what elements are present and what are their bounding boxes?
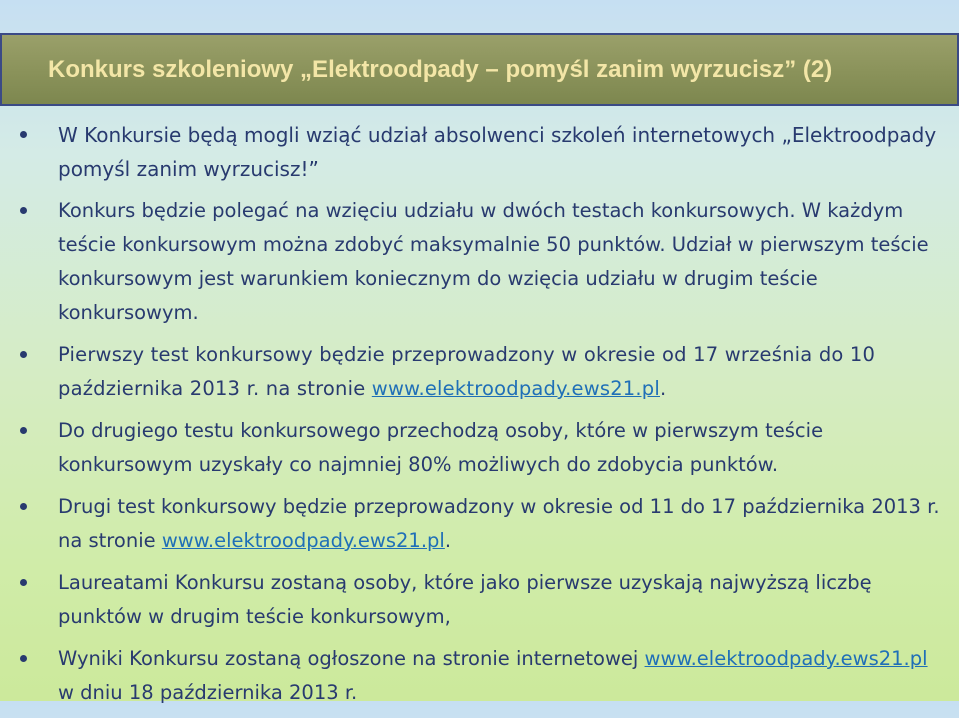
bullet-text: Pierwszy test konkursowy będzie przeprowadzony w okresie od 17 września do 10 października 2013 r. na stronie [58,343,876,400]
bullet-dot-icon [20,427,27,434]
bullet-dot-icon [20,131,27,138]
bullet-item [0,566,959,634]
bullet-text: Konkurs będzie polegać na wzięciu udziału w dwóch testach konkursowych. W każdym teście konkursowym można zdobyć maksymalnie 50 punktów. Udział w pierwszym teście konkursowym jest warunkiem koniecznym do wzięcia udziału w drugim teście konkursowym. [58,199,929,324]
bullet-item [0,642,959,710]
bullet-text: Wyniki Konkursu zostaną ogłoszone na stronie internetowej [58,647,645,670]
slide-title: Konkurs szkoleniowy „Elektroodpady – pomyśl zanim wyrzucisz” (2) [48,55,833,83]
bullet-item [0,338,959,406]
bullet-text: Drugi test konkursowy będzie przeprowadzony w okresie od 11 do 17 października 2013 r. na stronie [58,495,940,552]
website-link[interactable]: www.elektroodpady.ews21.pl [644,647,928,670]
bullet-text-suffix: . [444,529,452,552]
bullet-text-suffix: w dniu 18 października 2013 r. [58,681,358,704]
bullet-item [0,490,959,558]
bullet-dot-icon [20,655,27,662]
bullet-item [0,118,959,186]
bullet-dot-icon [20,351,27,358]
bullet-text: Laureatami Konkursu zostaną osoby, które jako pierwsze uzyskają najwyższą liczbę punktów w drugim teście konkursowym, [58,571,872,628]
bullet-dot-icon [20,207,27,214]
website-link[interactable]: www.elektroodpady.ews21.pl [161,529,445,552]
bullet-dot-icon [20,503,27,510]
bullet-dot-icon [20,579,27,586]
bullet-text: W Konkursie będą mogli wziąć udział absolwenci szkoleń internetowych „Elektroodpady pomyśl zanim wyrzucisz!” [58,123,937,181]
website-link[interactable]: www.elektroodpady.ews21.pl [371,377,661,400]
bullet-list [0,118,959,718]
bullet-text: Do drugiego testu konkursowego przechodzą osoby, które w pierwszym teście konkursowym uzyskały co najmniej 80% możliwych do zdobycia punktów. [58,419,824,476]
bullet-item [0,194,959,330]
bullet-text-suffix: . [660,377,667,400]
title-bar [0,33,959,106]
bullet-item [0,414,959,482]
